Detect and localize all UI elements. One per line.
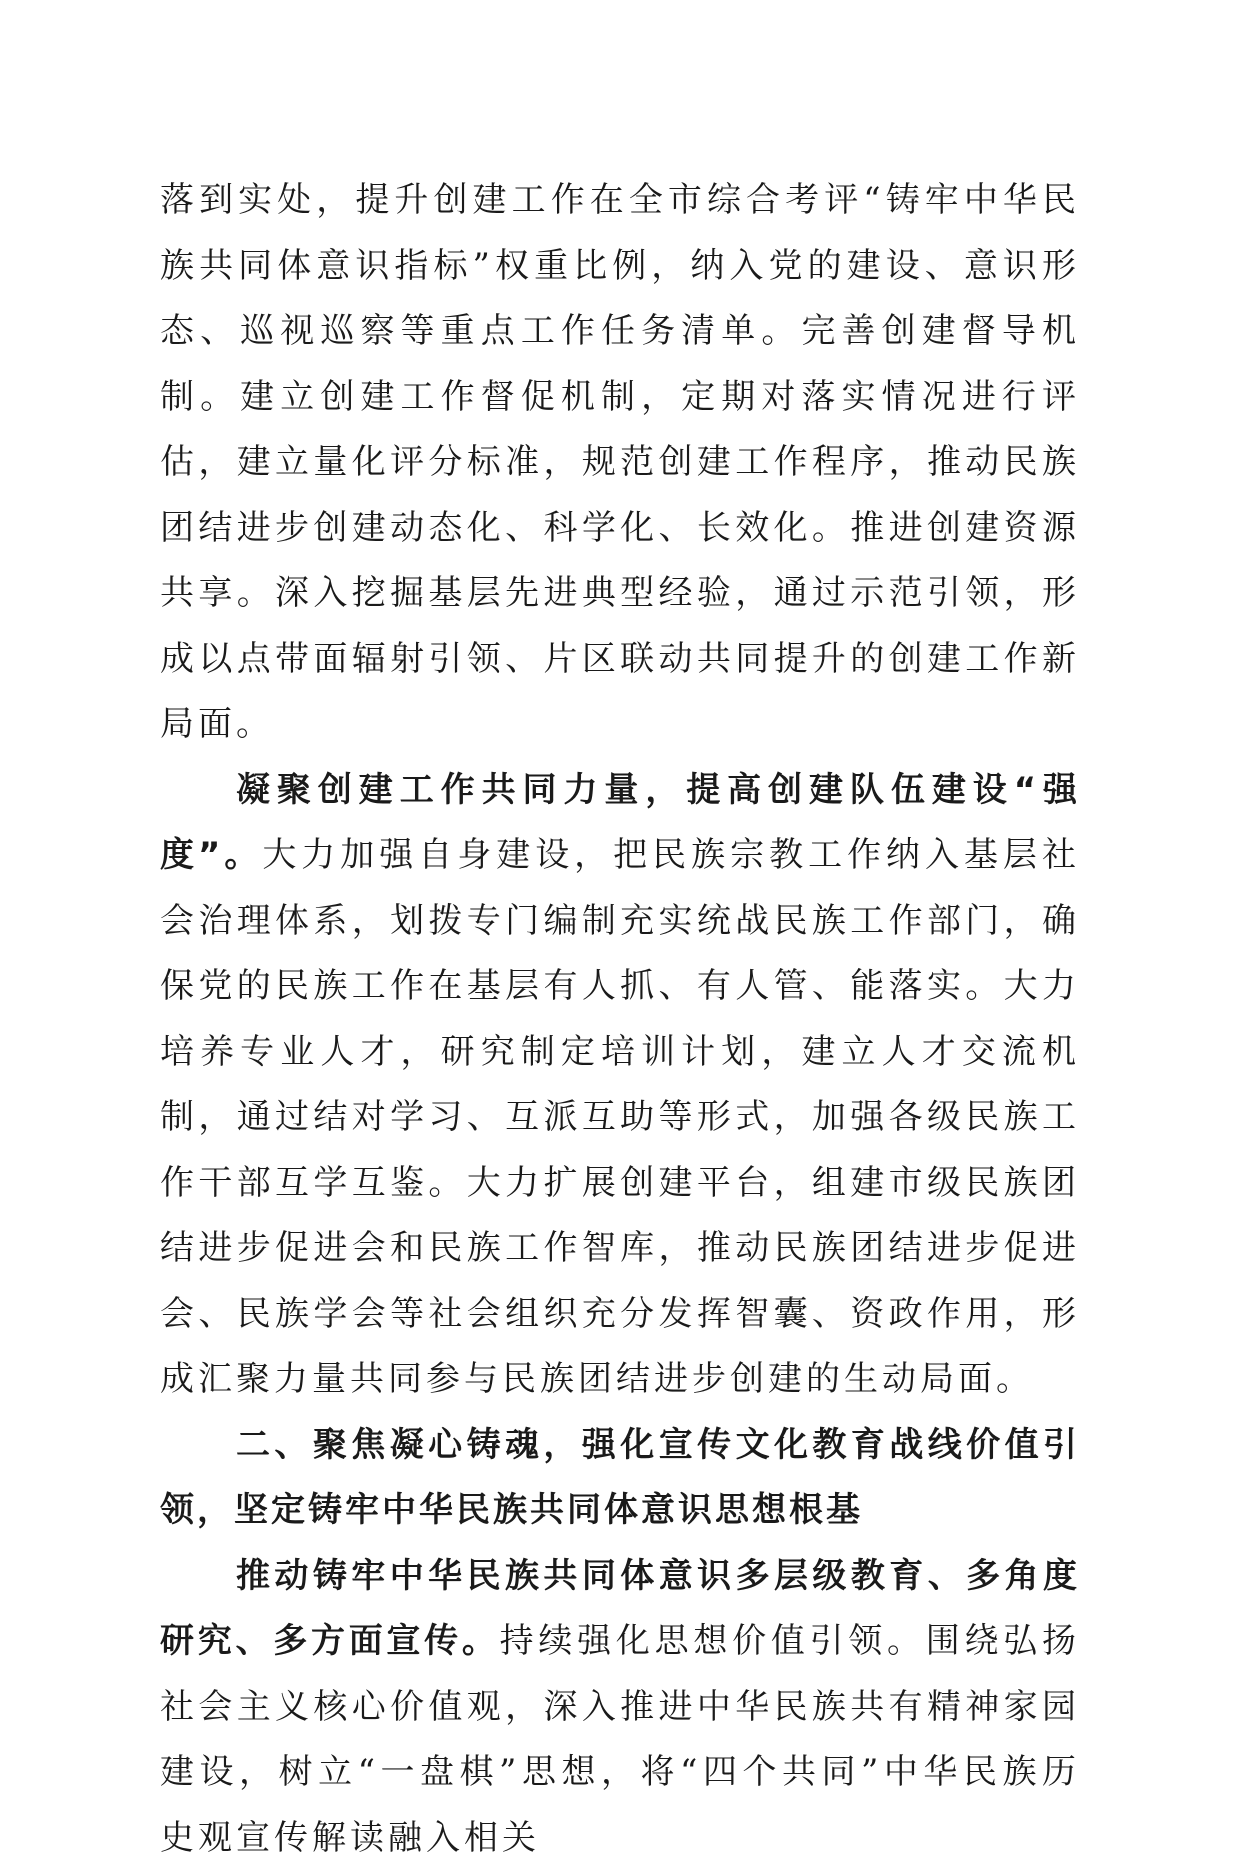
paragraph-text: 大力加强自身建设，把民族宗教工作纳入基层社会治理体系，划拨专门编制充实统战民族工作部门，确保党的民族工作在基层有人抓、有人管、能落实。大力培养专业人才，研究制定培训计划，建立人才交流机制，通过结对学习、互派互助等形式，加强各级民族工作干部互学互鉴。大力扩展创建平台，组建市级民族团结进步促进会和民族工作智库，推动民族团结进步促进会、民族学会等社会组织充分发挥智囊、资政作用，形成汇聚力量共同参与民族团结进步创建的生动局面。 [160, 835, 1080, 1399]
section-heading: 二、聚焦凝心铸魂，强化宣传文化教育战线价值引领，坚定铸牢中华民族共同体意识思想根基 [160, 1413, 1080, 1544]
paragraph-team-building [160, 758, 1080, 1413]
paragraph-continuation [160, 168, 1080, 758]
paragraph-education [160, 1544, 1080, 1871]
document-page [160, 168, 1080, 1871]
paragraph-lead: 凝聚创建工作共同力量，提高创建队伍建设“强度”。 [160, 770, 1080, 876]
paragraph-lead: 推动铸牢中华民族共同体意识多层级教育、多角度研究、多方面宣传。 [160, 1556, 1080, 1662]
paragraph-text: 落到实处，提升创建工作在全市综合考评“铸牢中华民族共同体意识指标”权重比例，纳入党的建设、意识形态、巡视巡察等重点工作任务清单。完善创建督导机制。建立创建工作督促机制，定期对落实情况进行评估，建立量化评分标准，规范创建工作程序，推动民族团结进步创建动态化、科学化、长效化。推进创建资源共享。深入挖掘基层先进典型经验，通过示范引领，形成以点带面辐射引领、片区联动共同提升的创建工作新局面。 [160, 180, 1080, 744]
paragraph-text: 持续强化思想价值引领。围绕弘扬社会主义核心价值观，深入推进中华民族共有精神家园建设，树立“一盘棋”思想，将“四个共同”中华民族历史观宣传解读融入相关 [160, 1621, 1080, 1858]
